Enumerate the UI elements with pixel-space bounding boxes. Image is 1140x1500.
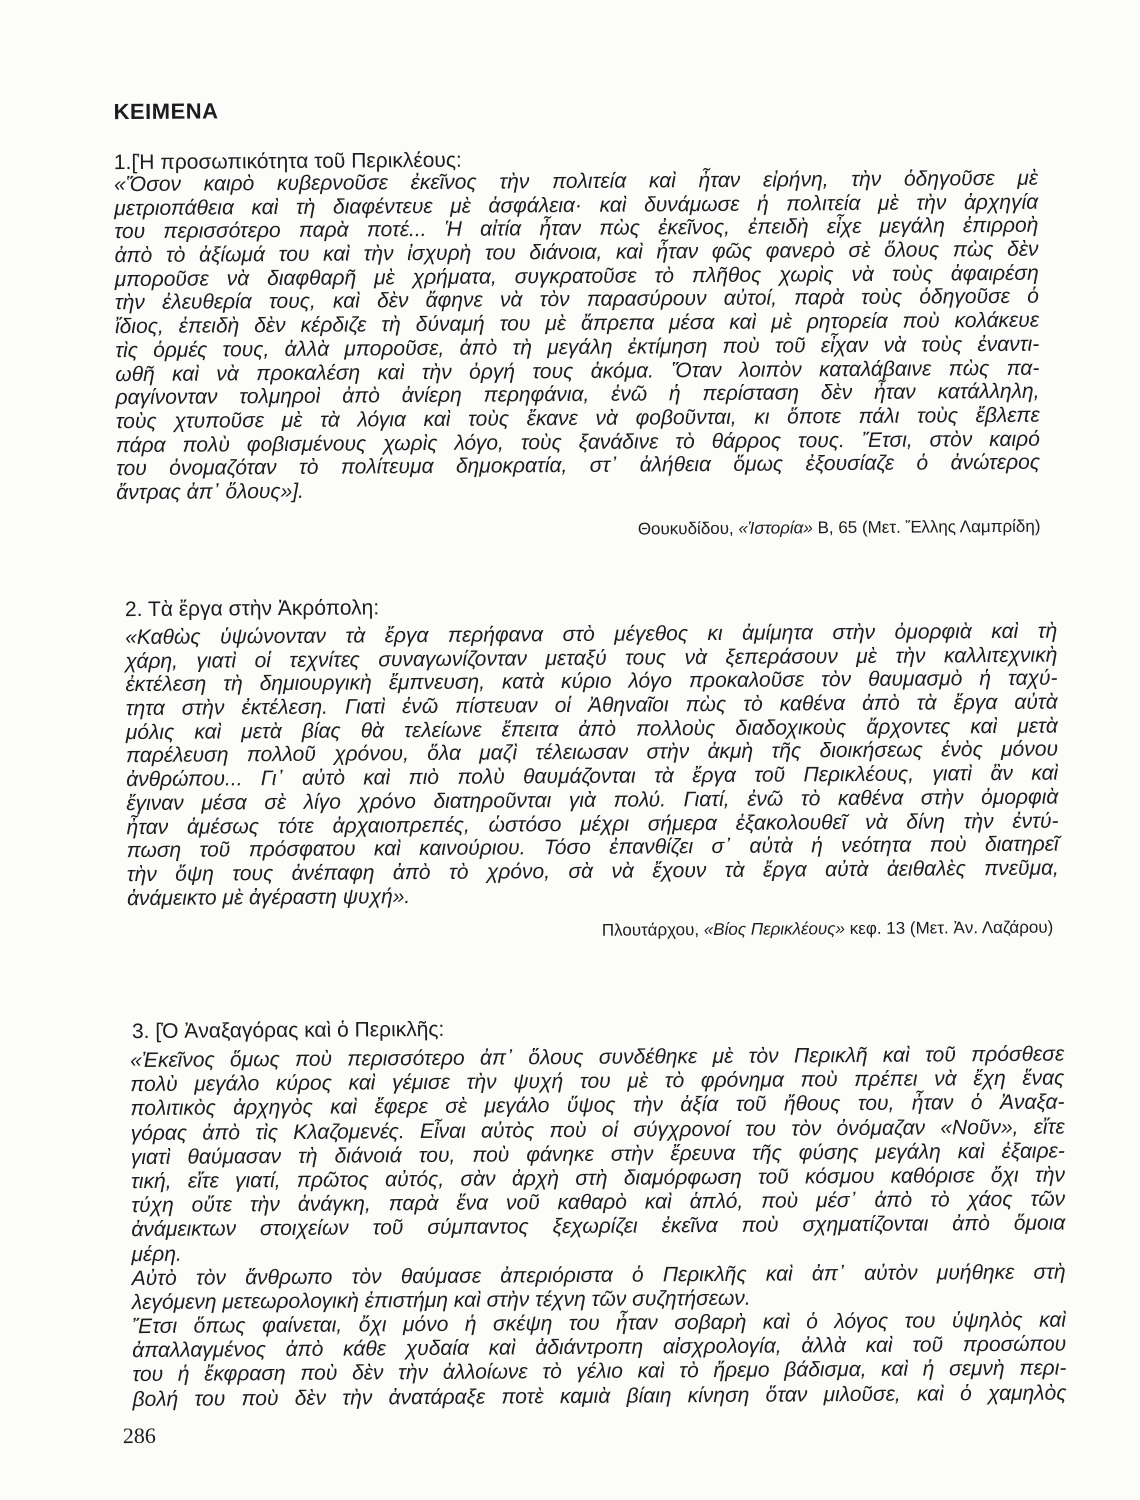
text-line: τύχη οὔτε τὴν ἀνάγκη, παρὰ ἕνα νοῦ καθαρὸ καὶ ἁπλό, ποὺ μέσ᾽ ἀπὸ τὸ χάος τῶν xyxy=(131,1187,1066,1218)
text-line: του ἡ ἔκφραση ποὺ δὲν τὴν ἀλλοίωνε τὸ γέλιο καὶ τὸ ἤρεμο βάδισμα, καὶ ἡ σεμνὴ περι- xyxy=(132,1356,1067,1387)
text-line: ἄντρας ἀπ᾽ ὅλους»]. xyxy=(116,479,305,505)
page-number: 286 xyxy=(122,1422,156,1449)
text-line: ἀπὸ τὸ ἀξίωμά του καὶ τὴν ἰσχυρὴ του διάνοια, καὶ ἦταν φῶς φανερὸ σὲ ὅλους πὼς δὲν xyxy=(114,237,1039,268)
text-line: γιατὶ θαύμασαν τὴ διάνοιά του, ποὺ φάνηκε στὴν ἔρευνα τῆς φύσης μεγάλη καὶ ἐξαιρε- xyxy=(130,1139,1065,1169)
citation-author: Θουκυδίδου, xyxy=(637,518,734,539)
citation-ref: Β, 65 (Μετ. Ἔλλης Λαμπρίδη) xyxy=(817,516,1041,538)
citation-work: «Ἱστορία» xyxy=(738,518,813,538)
text-line: του ὀνομαζόταν τὸ πολίτευμα δημοκρατία, στ᾽ ἀλήθεια ὅμως ἐξουσίαζε ὁ ἀνώτερος xyxy=(115,450,1041,481)
text-line: ἀνάμεικτο μὲ ἀγέραστη ψυχή». xyxy=(126,884,411,910)
section-body-pericles-personality xyxy=(114,167,1040,505)
text-line: βολή του ποὺ δὲν τὴν ἀνατάραξε ποτὲ καμιὰ βίαιη κίνηση ὅταν μιλοῦσε, καὶ ὁ χαμηλὸς xyxy=(132,1381,1067,1411)
citation-ref: κεφ. 13 (Μετ. Ἀν. Λαζάρου) xyxy=(849,917,1054,939)
text-line: τητα στὴν ἐκτέλεση. Γιατὶ ἐνῶ πίστευαν οἱ Ἀθηναῖοι πὼς τὸ καθένα ἀπὸ τὰ ἔργα αὐτὰ xyxy=(125,690,1058,721)
text-line: «Ὅσον καιρὸ κυβερνοῦσε ἐκεῖνος τὴν πολιτεία καὶ ἦταν εἰρήνη, τὴν ὁδηγοῦσε μὲ xyxy=(113,166,1039,197)
text-line: τὴν ὄψη τους ἀνέπαφη ἀπὸ τὸ χρόνο, σὰ νὰ ἔχουν τὰ ἔργα αὐτὰ ἀειθαλὲς πνεῦμα, xyxy=(126,856,1059,886)
text-line: ἔγιναν μέσα σὲ λίγο χρόνο διατηροῦνται γιὰ πολύ. Γιατί, ἐνῶ τὸ καθένα στὴν ὀμορφιὰ xyxy=(126,785,1059,815)
text-line: ωθῆ καὶ νὰ προκαλέση καὶ τὴν ὀργή τους ἀκόμα. Ὅταν λοιπὸν καταλάβαινε πὼς πα- xyxy=(115,356,1040,386)
text-line: ἀνθρώπου... Γι᾽ αὐτὸ καὶ πιὸ πολὺ θαυμάζονται τὰ ἔργα τοῦ Περικλέους, γιατὶ ἂν καὶ xyxy=(126,761,1059,792)
page-heading: ΚΕΙΜΕΝΑ xyxy=(113,98,219,125)
text-line: τοὺς χτυποῦσε μὲ τὰ λόγια καὶ τοὺς ἔκανε νὰ φοβοῦνται, κι ὅποτε πάλι τοὺς ἔβλεπε xyxy=(115,403,1040,434)
text-line: «Ἐκεῖνος ὅμως ποὺ περισσότερο ἀπ᾽ ὅλους συνδέθηκε μὲ τὸν Περικλῆ καὶ τοῦ πρόσθεσε xyxy=(130,1042,1065,1073)
text-line: ραγίνονταν τολμηροὶ ἀπὸ ἀνίερη περηφάνια, ἐνῶ ἡ περίσταση δὲν ἦταν κατάλληλη, xyxy=(115,379,1040,410)
citation-thucydides xyxy=(638,516,1041,541)
text-line: τική, εἴτε γιατί, πρῶτος αὐτός, σὰν ἀρχὴ στὴ διαμόρφωση τοῦ κόσμου καθόρισε ὄχι τὴν xyxy=(130,1163,1066,1194)
text-line: ἐκτέλεση τὴ δημιουργικὴ ἔμπνευση, κατὰ κύριο λόγο προκαλοῦσε τὸν θαυμασμὸ ἡ ταχύ- xyxy=(125,666,1058,697)
section-title-anaxagoras-pericles: 3. [Ὁ Ἀναξαγόρας καὶ ὁ Περικλῆς: xyxy=(131,1017,445,1044)
text-line: πάρα πολὺ φοβισμένους χωρὶς λόγο, τοὺς ξανάδινε τὸ θάρρος τους. Ἔτσι, στὸν καιρό xyxy=(115,427,1040,457)
section-body-anaxagoras-pericles xyxy=(130,1043,1067,1412)
section-title-acropolis-works: 2. Τὰ ἔργα στὴν Ἀκρόπολη: xyxy=(124,596,380,622)
text-line: ἦταν ἀμέσως τότε ἀρχαιοπρεπές, ὡστόσο μέχρι σήμερα ἐξακολουθεῖ νὰ δίνη τὴν ἐντύ- xyxy=(126,809,1059,839)
text-line: τὶς ὁρμές τους, ἀλλὰ μποροῦσε, ἀπὸ τὴ μεγάλη ἐκτίμηση ποὺ τοῦ εἶχαν νὰ τοὺς ἐναντι- xyxy=(115,332,1040,362)
text-line: ἀνάμεικτων στοιχείων τοῦ σύμπαντος ξεχωρίζει ἐκεῖνα ποὺ σχηματίζονται ἀπὸ ὅμοια xyxy=(131,1211,1066,1242)
text-line: ἴδιος, ἐπειδὴ δὲν κέρδιζε τὴ δύναμή του μὲ ἄπρεπα μέσα καὶ μὲ ρητορεία ποὺ κολάκευε xyxy=(114,308,1040,339)
text-line: πολιτικὸς ἀρχηγὸς καὶ ἔφερε σὲ μεγάλο ὕψος τὴν ἀξία τοῦ ἤθους του, ἦταν ὁ Ἀναξα- xyxy=(130,1090,1065,1121)
text-line: Αὐτὸ τὸν ἄνθρωπο τὸν θαύμασε ἀπεριόριστα ὁ Περικλῆς καὶ ἀπ᾽ αὐτὸν μυήθηκε στὴ xyxy=(131,1260,1066,1290)
citation-plutarch xyxy=(602,917,1054,942)
text-line: ἀπαλλαγμένος ἀπὸ κάθε χυδαία καὶ ἀδιάντροπη αἰσχρολογία, ἀλλὰ καὶ τοῦ προσώπου xyxy=(132,1332,1067,1363)
text-line: πολὺ μεγάλο κύρος καὶ γέμισε τὴν ψυχή του μὲ τὸ φρόνημα ποὺ πρέπει νὰ ἔχη ἕνας xyxy=(130,1066,1065,1097)
text-line: χάρη, γιατὶ οἱ τεχνίτες συναγωνίζονταν μεταξύ τους νὰ ξεπεράσουν μὲ τὴν καλλιτεχνικὴ xyxy=(125,643,1058,673)
text-line: μέρη. xyxy=(131,1242,182,1266)
citation-work: «Βίος Περικλέους» xyxy=(703,919,846,940)
text-line: Ἔτσι ὅπως φαίνεται, ὄχι μόνο ἡ σκέψη του ἦταν σοβαρὴ καὶ ὁ λόγος του ὑψηλὸς καὶ xyxy=(131,1308,1067,1339)
text-line: του περισσότερο παρὰ ποτέ... Ἡ αἰτία ἦταν πὼς ἐκεῖνος, ἐπειδὴ εἶχε μεγάλη ἐπιρροὴ xyxy=(114,214,1039,244)
text-line: παρέλευση πολλοῦ χρόνου, ὅλα μαζὶ τέλειωσαν στὴν ἀκμὴ τῆς διοικήσεως ἑνὸς μόνου xyxy=(125,738,1059,768)
text-line: λεγόμενη μετεωρολογικὴ ἐπιστήμη καὶ στὴν τέχνη τῶν συζητήσεων. xyxy=(131,1286,751,1314)
section-title-pericles-personality: 1.[Ἡ προσωπικότητα τοῦ Περικλέους: xyxy=(113,148,462,175)
text-line: γόρας ἀπὸ τὶς Κλαζομενές. Εἶναι αὐτὸς ποὺ οἱ σύγχρονοί του τὸν ὀνόμαζαν «Νοῦν», εἴτε xyxy=(130,1115,1065,1145)
text-line: τὴν ἐλευθερία τους, καὶ δὲν ἄφηνε νὰ τὸν παρασύρουν αὐτοί, παρὰ τοὺς ὁδηγοῦσε ὁ xyxy=(114,285,1039,315)
text-line: πωση τοῦ πρόσφατου καὶ καινούριου. Τόσο ἐπανθίζει σ᾽ αὐτὰ ἡ νεότητα ποὺ διατηρεῖ xyxy=(126,832,1059,863)
text-line: «Καθὼς ὑψώνονταν τὰ ἔργα περήφανα στὸ μέγεθος κι ἀμίμητα στὴν ὀμορφιὰ καὶ τὴ xyxy=(125,619,1058,650)
text-line: μόλις καὶ μετὰ βίας θὰ τελείωνε ἔπειτα ἀπὸ πολλοὺς διαδοχικοὺς ἄρχοντες καὶ μετὰ xyxy=(125,714,1058,744)
text-line: μετριοπάθεια καὶ τὴ διαφέντευε μὲ ἀσφάλεια· καὶ δυνάμωσε ἡ πολιτεία μὲ τὴν ἀρχηγία xyxy=(114,190,1039,220)
section-body-acropolis-works xyxy=(125,620,1059,911)
citation-author: Πλουτάρχου, xyxy=(601,920,700,940)
text-line: μποροῦσε νὰ διαφθαρῆ μὲ χρήματα, συγκρατοῦσε τὸ πλῆθος χωρὶς νὰ τοὺς ἀφαιρέση xyxy=(114,261,1039,291)
